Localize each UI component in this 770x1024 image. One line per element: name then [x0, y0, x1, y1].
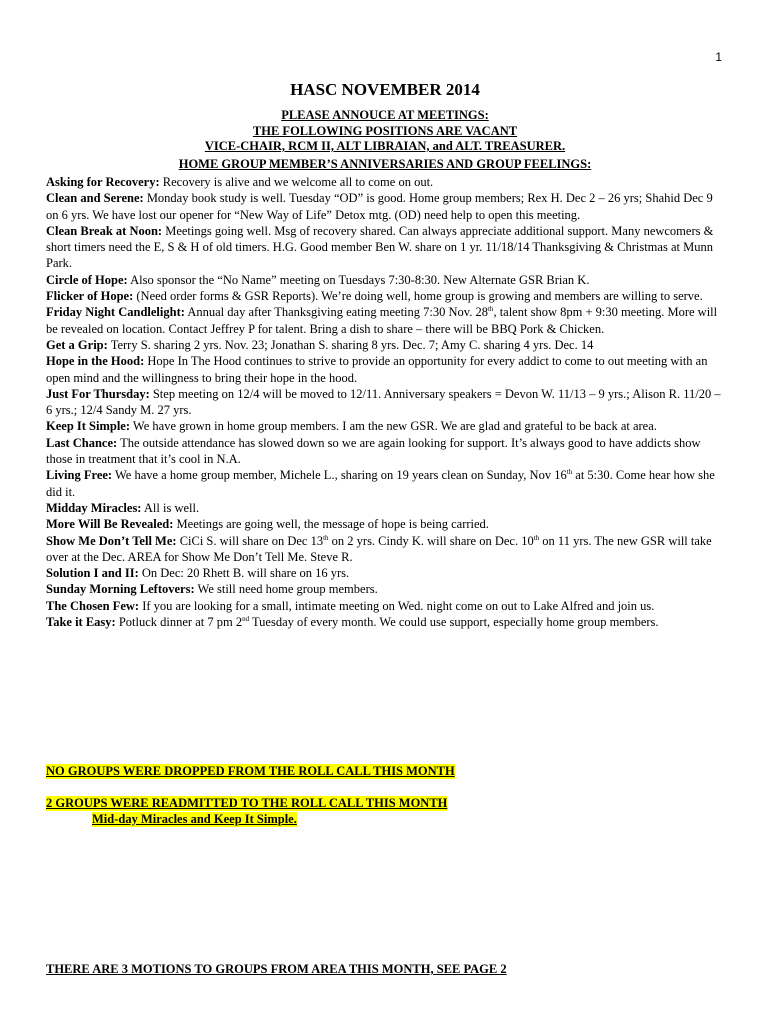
group-name: Show Me Don’t Tell Me:	[46, 533, 177, 548]
group-entry	[46, 516, 728, 532]
group-entry	[46, 223, 728, 272]
group-name: More Will Be Revealed:	[46, 517, 174, 532]
group-report: Hope In The Hood continues to strive to provide an opportunity for every addict to come to out meeting with an open mind and the willingness to bring their hope in the hood.	[46, 354, 708, 385]
group-report: The outside attendance has slowed down so we are again looking for support. It’s always good to have addicts show those in treatment that it’s cool in N.A.	[46, 435, 701, 467]
group-name: Living Free:	[46, 468, 113, 483]
group-entry	[46, 190, 728, 223]
group-entry	[46, 533, 728, 566]
notice-line-2: THE FOLLOWING POSITIONS ARE VACANT	[252, 123, 518, 138]
group-name: Midday Miracles:	[46, 500, 142, 515]
group-name: Hope in the Hood:	[46, 354, 145, 369]
group-name: Keep It Simple:	[46, 419, 131, 434]
group-entries	[46, 174, 728, 630]
section-heading: HOME GROUP MEMBER’S ANNIVERSARIES AND GROUP FEELINGS:	[178, 157, 592, 171]
group-name: Friday Night Candlelight:	[46, 305, 185, 320]
group-report: We have a home group member, Michele L., sharing on 19 years clean on Sunday, Nov 16	[112, 468, 567, 483]
group-entry	[46, 581, 728, 597]
group-report: Monday book study is well. Tuesday “OD” is good. Home group members; Rex H. Dec 2 – 26 yrs; Shahid Dec 9 on 6 yrs. We have lost our opener for “New Way of Life” Detox mtg. (OD) need help to open this meeting.	[46, 191, 713, 222]
group-report-cont: at 5:30. Come hear how she did it.	[46, 468, 715, 499]
motions-notice: THERE ARE 3 MOTIONS TO GROUPS FROM AREA THIS MONTH, SEE PAGE 2	[46, 962, 507, 976]
group-report: On Dec: 20 Rhett B. will share on 16 yrs.	[138, 566, 350, 581]
group-entry	[46, 435, 728, 468]
group-report: Also sponsor the “No Name” meeting on Tuesdays 7:30-8:30. New Alternate GSR Brian K.	[127, 272, 590, 287]
ordinal-suffix: th	[566, 468, 573, 477]
readmitted-groups-list: Mid-day Miracles and Keep It Simple.	[92, 812, 297, 826]
group-report: Meetings are going well, the message of hope is being carried.	[173, 517, 489, 532]
group-report-cont: Tuesday of every month. We could use support, especially home group members.	[249, 615, 659, 630]
group-report: If you are looking for a small, intimate meeting on Wed. night come on out to Lake Alfred and join us.	[139, 598, 655, 613]
group-report: We still need home group members.	[194, 582, 378, 597]
group-report-cont: on 2 yrs. Cindy K. will share on Dec. 10	[328, 533, 534, 548]
group-name: Flicker of Hope:	[46, 289, 134, 304]
notice-line-3: VICE-CHAIR, RCM II, ALT LIBRAIAN, and ALT. TREASURER.	[204, 139, 566, 153]
group-name: Last Chance:	[46, 435, 118, 450]
ordinal-suffix: th	[533, 533, 540, 542]
notice-line-1: PLEASE ANNOUCE AT MEETINGS:	[281, 108, 489, 122]
group-report: (Need order forms & GSR Reports). We’re doing well, home group is growing and members are willing to serve.	[133, 289, 703, 304]
group-entry	[46, 288, 728, 304]
group-name: Get a Grip:	[46, 337, 108, 352]
group-report: Meetings going well. Msg of recovery shared. Can always appreciate additional support. Many newcomers & short timers need the E, S & H of old timers. H.G. Good member Ben W. share on 1 yr. 11/18/14 Thanksgiving & Christmas at Munn Park.	[46, 223, 714, 271]
group-entry	[46, 304, 728, 337]
group-name: Sunday Morning Leftovers:	[46, 582, 195, 597]
group-report: We have grown in home group members. I am the new GSR. We are glad and grateful to be back at area.	[130, 419, 657, 434]
groups-readmitted-notice: 2 GROUPS WERE READMITTED TO THE ROLL CALL THIS MONTH	[46, 796, 448, 810]
group-report-cont: , talent show 8pm + 9:30 meeting. More will be revealed on location. Contact Jeffrey P for talent. Bring a dish to share – there will be BBQ Pork & Chicken.	[46, 305, 718, 336]
ordinal-suffix: th	[487, 305, 494, 314]
group-name: Take it Easy:	[46, 615, 116, 630]
group-report: CiCi S. will share on Dec 13	[176, 533, 324, 548]
group-entry	[46, 565, 728, 581]
group-report: Recovery is alive and we welcome all to come on out.	[159, 175, 434, 189]
group-name: Clean Break at Noon:	[46, 223, 163, 238]
group-report: All is well.	[141, 500, 200, 515]
group-name: Just For Thursday:	[46, 386, 150, 401]
group-entry	[46, 614, 728, 630]
group-name: Asking for Recovery:	[46, 175, 160, 189]
ordinal-suffix: nd	[242, 614, 250, 623]
group-entry	[46, 272, 728, 288]
group-report: Potluck dinner at 7 pm 2	[115, 615, 243, 630]
group-report-cont: on 11 yrs. The new GSR will take over at the Dec. AREA for Show Me Don’t Tell Me. Steve R.	[46, 533, 712, 564]
group-entry	[46, 174, 728, 190]
group-report: Annual day after Thanksgiving eating meeting 7:30 Nov. 28	[184, 305, 488, 320]
group-entry	[46, 418, 728, 434]
document-title: HASC NOVEMBER 2014	[290, 80, 480, 99]
group-entry	[46, 467, 728, 500]
page-number: 1	[715, 50, 722, 64]
group-report: Terry S. sharing 2 yrs. Nov. 23; Jonathan S. sharing 8 yrs. Dec. 7; Amy C. sharing 4 yrs. Dec. 14	[107, 337, 594, 352]
group-name: Solution I and II:	[46, 566, 139, 581]
group-entry	[46, 337, 728, 353]
group-name: Circle of Hope:	[46, 272, 128, 287]
group-name: The Chosen Few:	[46, 598, 140, 613]
group-entry	[46, 353, 728, 386]
group-name: Clean and Serene:	[46, 191, 144, 206]
groups-dropped-notice: NO GROUPS WERE DROPPED FROM THE ROLL CALL THIS MONTH	[46, 764, 455, 778]
group-entry	[46, 500, 728, 516]
ordinal-suffix: th	[323, 533, 329, 542]
vacancy-notice	[0, 108, 770, 155]
group-report: Step meeting on 12/4 will be moved to 12/11. Anniversary speakers = Devon W. 11/13 – 9 yrs.; Alison R. 11/20 – 6 yrs.; 12/4 Sandy M. 27 yrs.	[46, 386, 721, 418]
group-entry	[46, 386, 728, 419]
group-entry	[46, 598, 728, 614]
